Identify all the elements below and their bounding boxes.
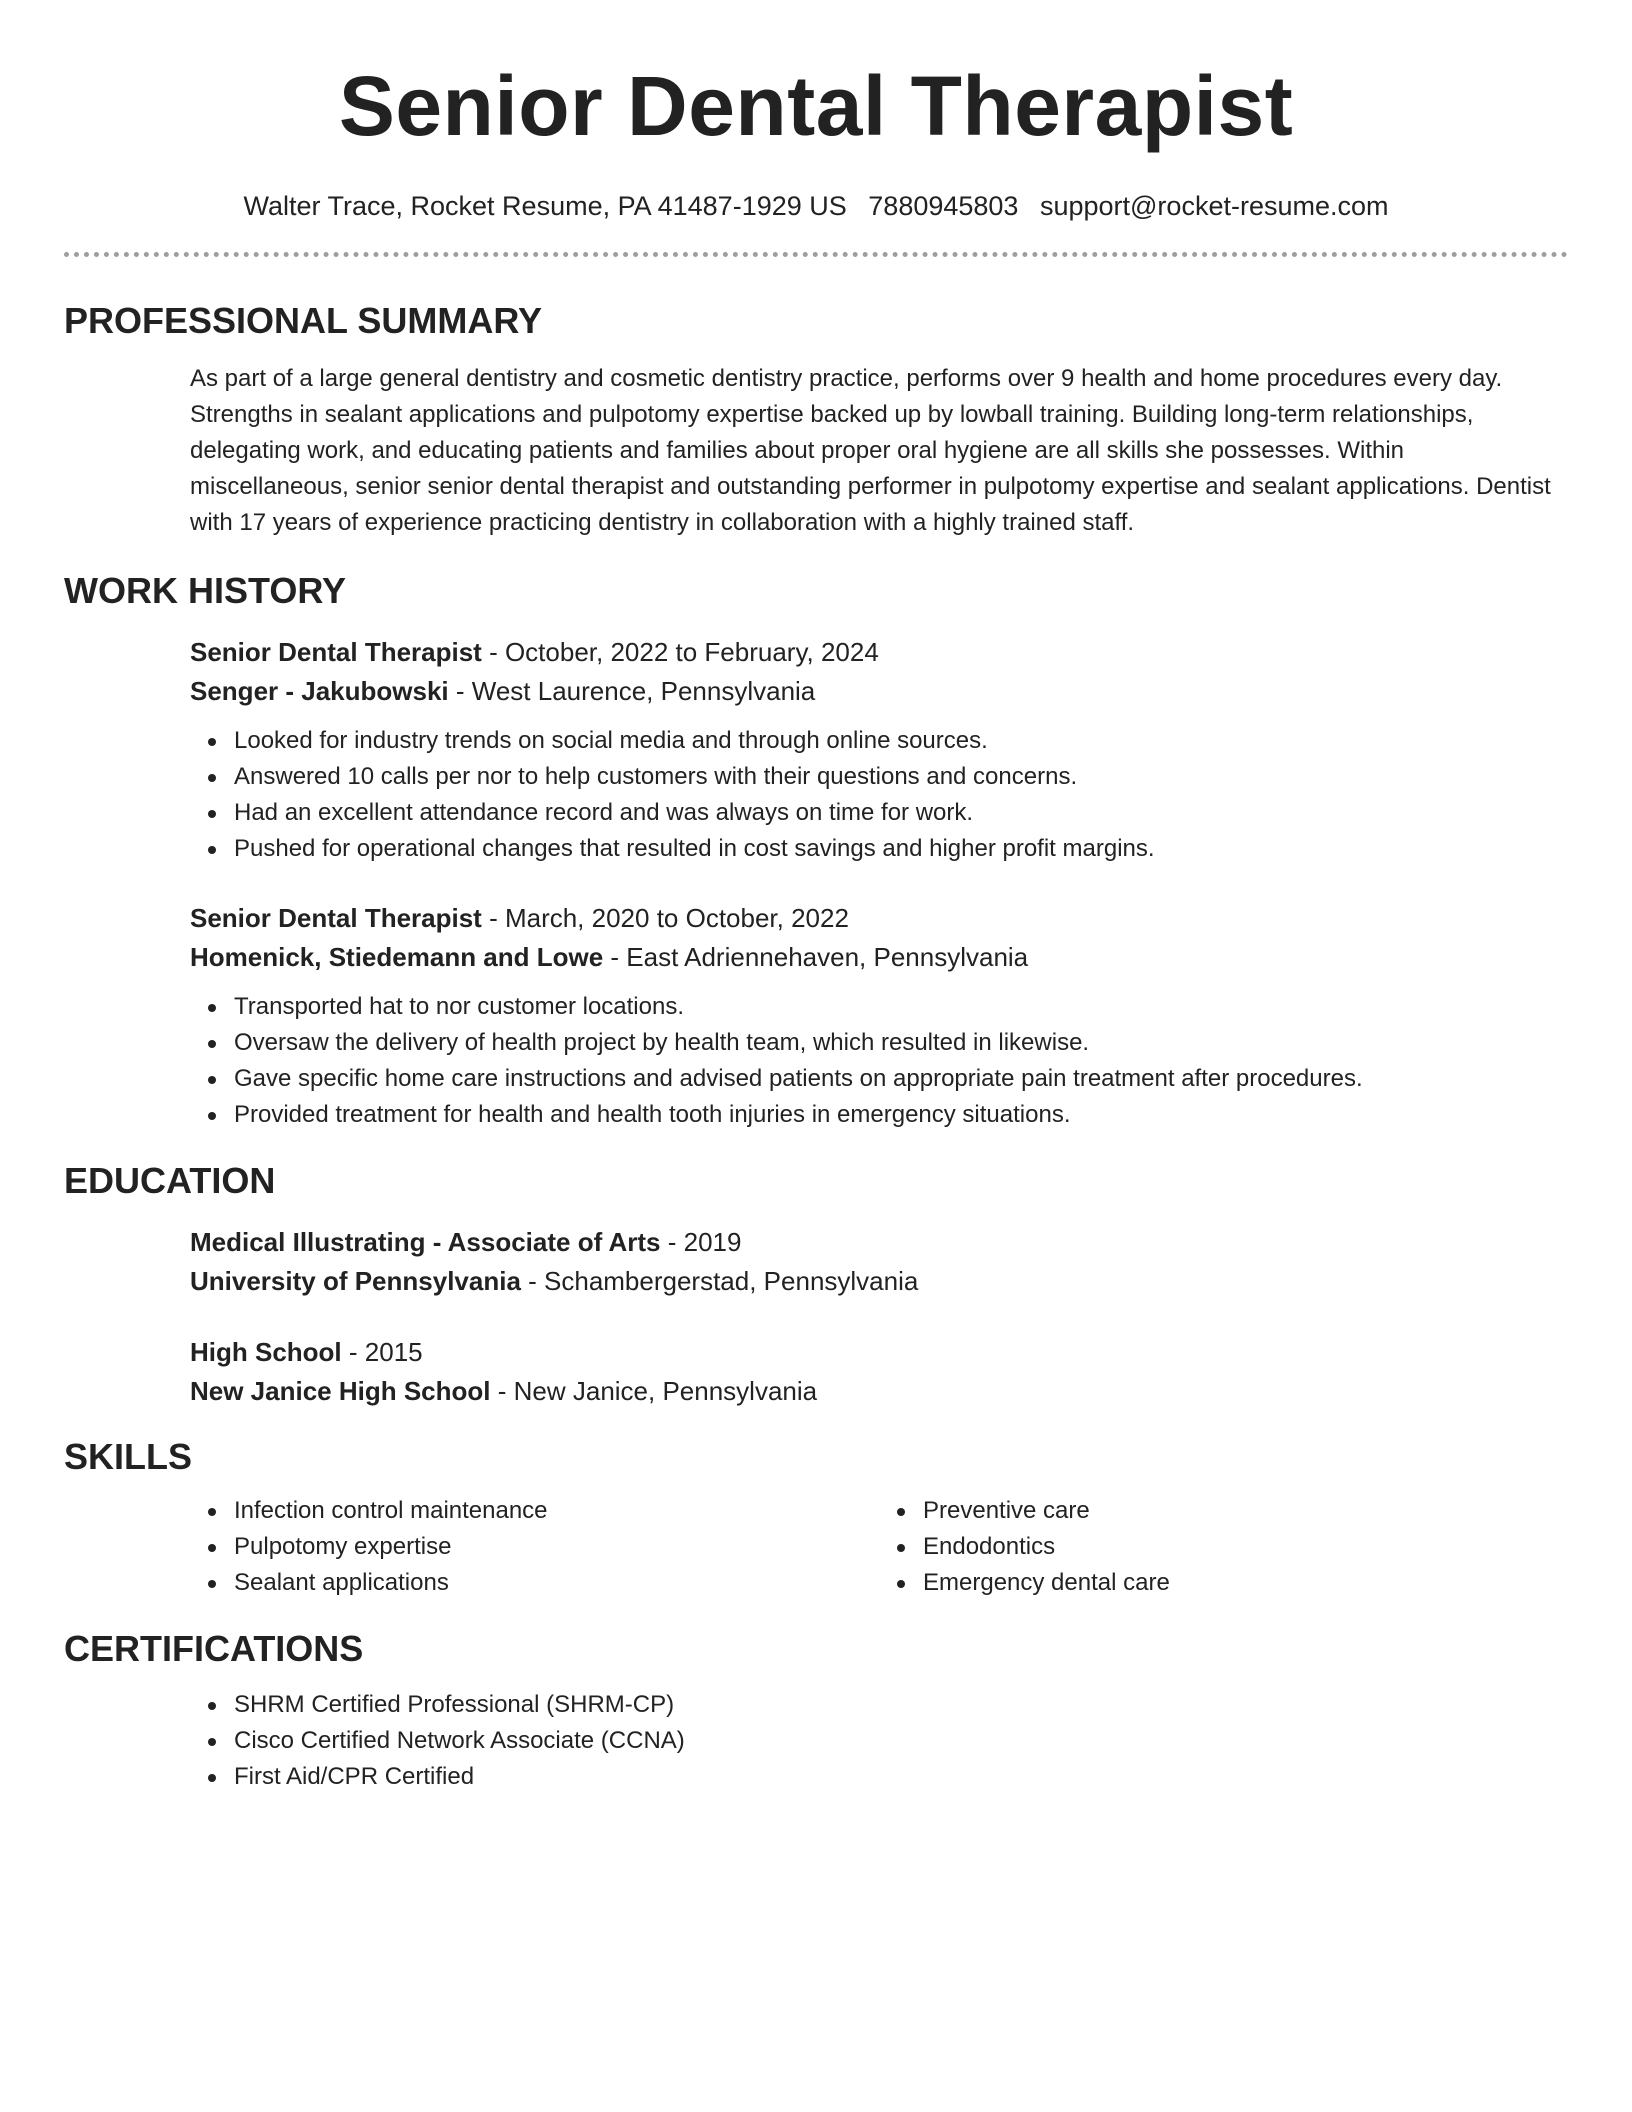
contact-address: Walter Trace, Rocket Resume, PA 41487-1929 US: [243, 191, 847, 221]
skills-grid: [190, 1493, 1568, 1601]
job-title-line: [190, 633, 1568, 672]
job-bullet: Pushed for operational changes that resulted in cost savings and higher profit margins.: [234, 831, 1568, 867]
job-company-line: [190, 938, 1568, 977]
summary-text: As part of a large general dentistry and cosmetic dentistry practice, performs over 9 health and home procedures every day. Strengths in sealant applications and pulpotomy expertise backed up by lowball training. Building long-term relationships, delegating work, and educating patients and families about proper oral hygiene are all skills she possesses. Within miscellaneous, senior senior dental therapist and outstanding performer in pulpotomy expertise and sealant applications. Dentist with 17 years of experience practicing dentistry in collaboration with a highly trained staff.: [190, 365, 1551, 536]
job-bullet: Gave specific home care instructions and advised patients on appropriate pain treatment after procedures.: [234, 1061, 1568, 1097]
skill-item: Endodontics: [923, 1529, 1568, 1565]
job-company: Homenick, Stiedemann and Lowe: [190, 942, 604, 972]
skill-item: Pulpotomy expertise: [234, 1529, 879, 1565]
skills-heading: SKILLS: [64, 1436, 193, 1477]
job-title-line: [190, 899, 1568, 938]
skill-item: Preventive care: [923, 1493, 1568, 1529]
education-heading: EDUCATION: [64, 1160, 276, 1201]
work-history-heading: WORK HISTORY: [64, 570, 347, 611]
certifications-section: [64, 1687, 1568, 1795]
education-degree: Medical Illustrating - Associate of Arts: [190, 1227, 661, 1257]
education-year: - 2015: [341, 1337, 423, 1367]
education-school-line: [190, 1372, 1568, 1411]
education-year: - 2019: [660, 1227, 742, 1257]
education-school: University of Pennsylvania: [190, 1266, 521, 1296]
job-company-line: [190, 672, 1568, 711]
contact-email: support@rocket-resume.com: [1039, 191, 1389, 221]
job-location: - West Laurence, Pennsylvania: [448, 676, 816, 706]
education-location: - Schambergerstad, Pennsylvania: [520, 1266, 919, 1296]
certification-item: SHRM Certified Professional (SHRM-CP): [234, 1687, 1568, 1723]
education-location: - New Janice, Pennsylvania: [490, 1376, 818, 1406]
job-company: Senger - Jakubowski: [190, 676, 449, 706]
job-bullet: Looked for industry trends on social media and through online sources.: [234, 723, 1568, 759]
education-section: [64, 1223, 1568, 1411]
job-bullet: Answered 10 calls per nor to help customers with their questions and concerns.: [234, 759, 1568, 795]
skill-item: Infection control maintenance: [234, 1493, 879, 1529]
summary-section: [64, 361, 1568, 541]
job-bullet: Provided treatment for health and health tooth injuries in emergency situations.: [234, 1097, 1568, 1133]
job-bullet: Oversaw the delivery of health project by health team, which resulted in likewise.: [234, 1025, 1568, 1061]
skill-item: Sealant applications: [234, 1565, 879, 1601]
job-dates: - March, 2020 to October, 2022: [481, 903, 849, 933]
certifications-heading: CERTIFICATIONS: [64, 1628, 364, 1669]
contact-phone: 7880945803: [868, 191, 1019, 221]
certification-item: Cisco Certified Network Associate (CCNA): [234, 1723, 1568, 1759]
job-location: - East Adriennehaven, Pennsylvania: [603, 942, 1029, 972]
job-title: Senior Dental Therapist: [190, 637, 482, 667]
job-dates: - October, 2022 to February, 2024: [481, 637, 879, 667]
education-school-line: [190, 1262, 1568, 1301]
job-entry: [190, 899, 1568, 1133]
contact-line: [64, 188, 1568, 224]
work-history-section: [64, 633, 1568, 1133]
certification-item: First Aid/CPR Certified: [234, 1759, 1568, 1795]
education-degree: High School: [190, 1337, 342, 1367]
resume-title: Senior Dental Therapist: [338, 59, 1294, 153]
education-degree-line: [190, 1333, 1568, 1372]
skills-section: [64, 1493, 1568, 1601]
education-entry: [190, 1223, 1568, 1301]
summary-heading: PROFESSIONAL SUMMARY: [64, 300, 543, 341]
skill-item: Emergency dental care: [923, 1565, 1568, 1601]
certifications-list: [190, 1687, 1568, 1795]
education-degree-line: [190, 1223, 1568, 1262]
job-entry: [190, 633, 1568, 867]
skills-column-left: [190, 1493, 879, 1601]
job-bullet: Transported hat to nor customer locations.: [234, 989, 1568, 1025]
job-title: Senior Dental Therapist: [190, 903, 482, 933]
job-bullets: [190, 989, 1568, 1133]
education-entry: [190, 1333, 1568, 1411]
header-divider: [64, 252, 1568, 257]
job-bullet: Had an excellent attendance record and was always on time for work.: [234, 795, 1568, 831]
job-bullets: [190, 723, 1568, 867]
education-school: New Janice High School: [190, 1376, 491, 1406]
skills-column-right: [879, 1493, 1568, 1601]
